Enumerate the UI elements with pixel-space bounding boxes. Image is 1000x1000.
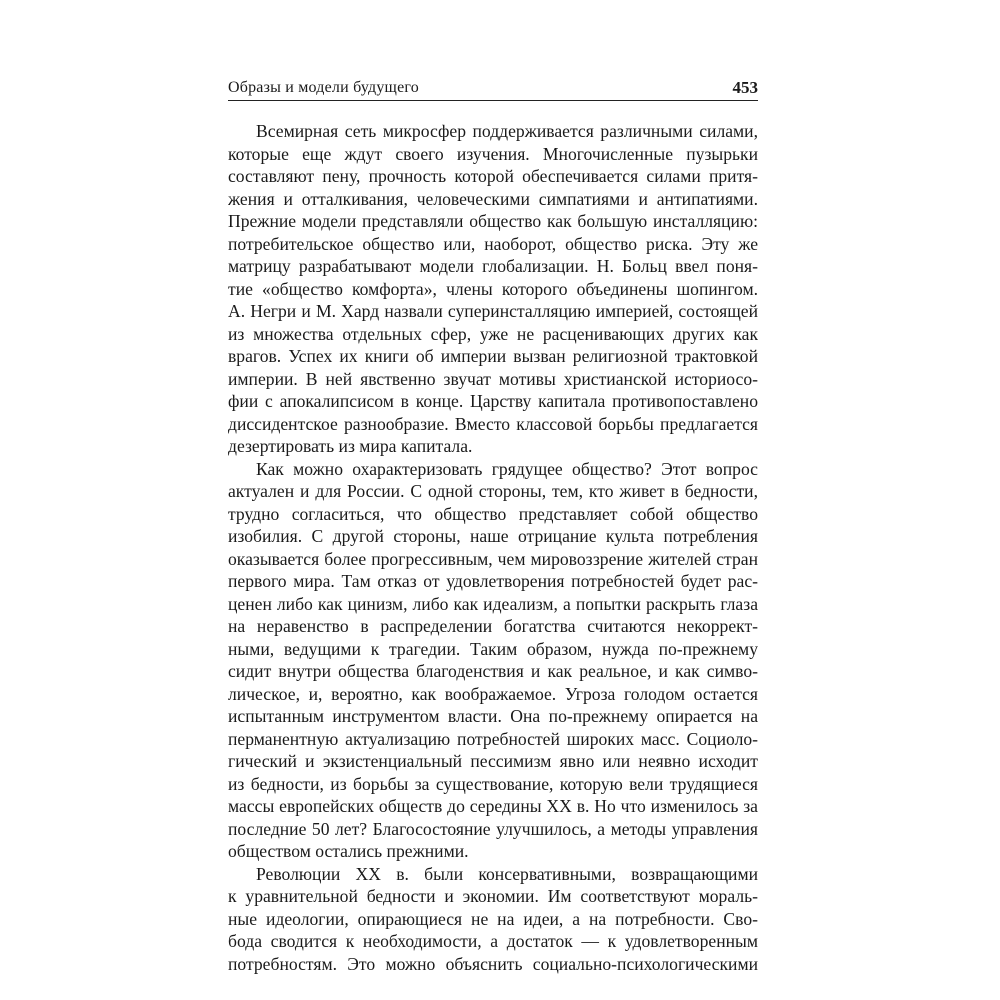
paragraph (228, 458, 758, 863)
text-line: сидит внутри общества благоденствия и как реальное, и как симво- (228, 661, 758, 681)
text-line: ценен либо как цинизм, либо как идеализм, а попытки раскрыть глаза (228, 593, 758, 614)
text-line: империи. В ней явственно звучат мотивы христианской историосо- (228, 368, 758, 389)
text-line: ные идеологии, опирающиеся не на идеи, а на потребности. Сво- (228, 908, 758, 929)
text-line: составляют пену, прочность которой обеспечивается силами притя- (228, 166, 758, 186)
text-line: тие «общество комфорта», члены которого объединены шопингом. (228, 278, 758, 299)
text-line: потребностям. Это можно объяснить социально-психологическими (228, 953, 758, 974)
text-line: испытанным инструментом власти. Она по-прежнему опирается на (228, 706, 758, 726)
section-title: Образы и модели будущего (228, 79, 419, 96)
text-line: к уравнительной бедности и экономии. Им соответствуют мораль- (228, 886, 758, 906)
text-line: дезертировать из мира капитала. (228, 436, 473, 456)
text-line: обществом остались прежними. (228, 841, 469, 861)
text-line: лическое, и, вероятно, как воображаемое. Угроза голодом остается (228, 683, 758, 704)
text-line: трудно согласиться, что общество представляет собой общество (228, 503, 758, 524)
text-line: бода сводится к необходимости, а достаток — к удовлетворенным (228, 931, 758, 951)
text-line: первого мира. Там отказ от удовлетворения потребностей будет рас- (228, 571, 758, 591)
text-line: из множества отдельных сфер, уже не расценивающих других как (228, 323, 758, 344)
text-line: Всемирная сеть микросфер поддерживается различными силами, (256, 121, 758, 141)
text-line: гический и экзистенциальный пессимизм явно или неявно исходит (228, 751, 758, 771)
paragraph (228, 120, 758, 458)
text-line: потребительское общество или, наоборот, общество риска. Эту же (228, 233, 758, 254)
text-line: изобилия. С другой стороны, наше отрицание культа потребления (228, 526, 758, 546)
text-line: Прежние модели представляли общество как большую инсталляцию: (228, 211, 758, 231)
text-line: врагов. Успех их книги об империи вызван религиозной трактовкой (228, 346, 758, 366)
text-line: Как можно охарактеризовать грядущее общество? Этот вопрос (256, 458, 758, 479)
text-line: матрицу разрабатывают модели глобализации. Н. Больц ввел поня- (228, 256, 758, 276)
text-line: фии с апокалипсисом в конце. Царству капитала противопоставлено (228, 391, 758, 411)
text-line: из бедности, из борьбы за существование, которую вели трудящиеся (228, 773, 758, 794)
text-line: перманентную актуализацию потребностей широких масс. Социоло- (228, 728, 758, 749)
text-line: актуален и для России. С одной стороны, тем, кто живет в бедности, (228, 481, 758, 501)
text-line: на неравенство в распределении богатства считаются некоррект- (228, 616, 758, 636)
running-head (228, 78, 758, 101)
text-line: массы европейских обществ до середины XX в. Но что изменилось за (228, 796, 758, 816)
text-line: Революции XX в. были консервативными, возвращающими (256, 863, 758, 884)
page-number: 453 (732, 78, 758, 97)
text-line: А. Негри и М. Хард назвали суперинсталляцию империей, состоящей (228, 301, 758, 321)
text-line: диссидентское разнообразие. Вместо классовой борьбы предлагается (228, 413, 758, 434)
text-line: последние 50 лет? Благосостояние улучшилось, а методы управления (228, 818, 758, 839)
text-line: жения и отталкивания, человеческими симпатиями и антипатиями. (228, 188, 758, 209)
paragraph (228, 863, 758, 976)
body-text (228, 120, 758, 975)
text-line: оказывается более прогрессивным, чем мировоззрение жителей стран (228, 548, 758, 569)
text-line: ными, ведущими к трагедии. Таким образом, нужда по-прежнему (228, 638, 758, 659)
text-line: которые еще ждут своего изучения. Многочисленные пузырьки (228, 143, 758, 164)
